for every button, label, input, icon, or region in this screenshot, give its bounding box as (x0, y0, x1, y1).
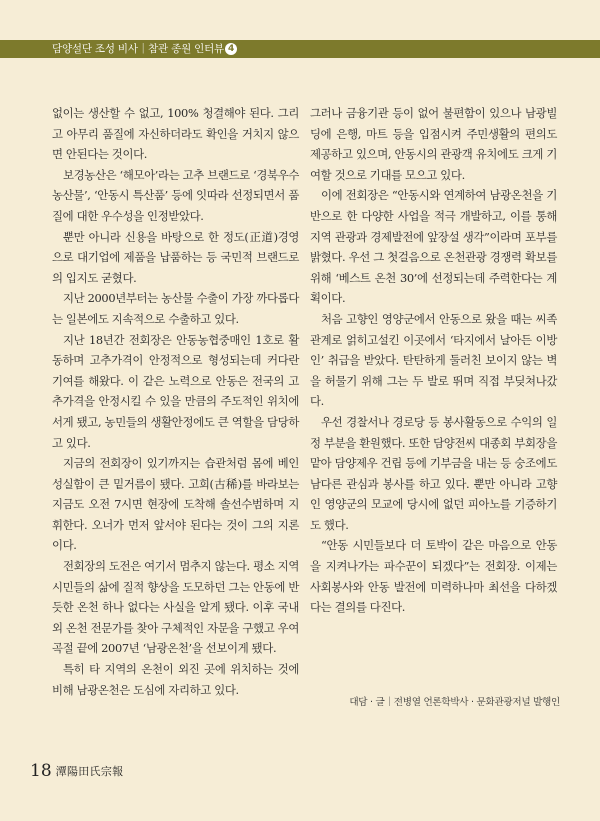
part-number-badge: 4 (225, 43, 237, 55)
paragraph: 지난 2000년부터는 농산물 수출이 가장 까다롭다는 일본에도 지속적으로 수출하고 있다. (52, 291, 299, 326)
paragraph: 없이는 생산할 수 없고, 100% 청결해야 된다. 그리고 아무리 품질에 자신하더라도 확인을 거치지 않으면 안된다는 것이다. (52, 106, 299, 162)
paragraph: 보경농산은 ‘해모아’라는 고추 브랜드로 ‘경북우수농산물’, ‘안동시 특산품’ 등에 잇따라 선정되면서 품질에 대한 우수성을 인정받았다. (52, 167, 299, 223)
running-header-title: 담양설단 조성 비사｜참관 종원 인터뷰 (52, 43, 224, 55)
paragraph: 지난 18년간 전회장은 안동농협중매인 1호로 활동하며 고추가격이 안정적으로 형성되는데 커다란 기여를 해왔다. 이 같은 노력으로 안동은 전국의 고추가격을 안정시킬 수 있을 만큼의 주도적인 위치에 서게 됐고, 농민들의 생활안정에도 큰 역할을 담당하고 있다. (52, 332, 299, 450)
paragraph: 그러나 금융기관 등이 없어 불편함이 있으나 남광빌딩에 은행, 마트 등을 입점시켜 주민생활의 편의도 제공하고 있으며, 안동시의 관광객 유치에도 크게 기여할 것으로 기대를 모으고 있다. (310, 106, 557, 182)
paragraph: 이에 전회장은 “안동시와 연계하여 남광온천을 기반으로 한 다양한 사업을 적극 개발하고, 이를 통해 지역 관광과 경제발전에 앞장설 생각”이라며 포부를 밝혔다. 우선 그 첫걸음으로 온천관광 경쟁력 확보를 위해 ‘베스트 온천 30’에 선정되는데 주력한다는 계획이다. (310, 188, 557, 306)
paragraph: “안동 시민들보다 더 토박이 같은 마음으로 안동을 지켜나가는 파수꾼이 되겠다”는 전회장. 이제는 사회봉사와 안동 발전에 미력하나마 최선을 다하겠다는 결의를 다진다. (310, 538, 557, 615)
right-column (310, 103, 557, 618)
publication-name: 潭陽田氏宗報 (55, 765, 124, 778)
paragraph: 뿐만 아니라 신용을 바탕으로 한 정도(正道)경영으로 대기업에 제품을 납품하는 등 국민적 브랜드로의 입지도 굳혔다. (52, 229, 299, 285)
byline: 대담 · 글｜전병열 언론학박사 · 문화관광저널 발행인 (349, 697, 560, 708)
paragraph: 우선 경찰서나 경로당 등 봉사활동으로 수익의 일정 부분을 환원했다. 또한 담양전씨 대종회 부회장을 맡아 담양제우 건립 등에 기부금을 내는 등 숭조에도 남다른 관심과 봉사를 하고 있다. 뿐만 아니라 고향인 영양군의 모교에 당시에 없던 피아노를 기증하기도 했다. (310, 414, 557, 532)
page-footer (30, 760, 123, 781)
paragraph: 특히 타 지역의 온천이 외진 곳에 위치하는 것에 비해 남광온천은 도심에 자리하고 있다. (52, 662, 299, 697)
left-column (52, 103, 299, 700)
page-number: 18 (30, 761, 52, 781)
running-header (52, 41, 237, 56)
paragraph: 전회장의 도전은 여기서 멈추지 않는다. 평소 지역시민들의 삶에 질적 향상을 도모하던 그는 안동에 반듯한 온천 하나 없다는 사실을 알게 됐다. 이후 국내외 온천 전문가를 찾아 구체적인 자문을 구했고 우여곡절 끝에 2007년 ‘남광온천’을 선보이게 됐다. (52, 559, 299, 656)
paragraph: 지금의 전회장이 있기까지는 습관처럼 몸에 베인 성실함이 큰 밑거름이 됐다. 고희(古稀)를 바라보는 지금도 오전 7시면 현장에 도착해 솔선수범하며 지휘한다. 오너가 먼저 앞서야 된다는 것이 그의 지론이다. (52, 456, 299, 553)
paragraph: 처음 고향인 영양군에서 안동으로 왔을 때는 씨족 관계로 얽히고설킨 이곳에서 ‘타지에서 날아든 이방인’ 취급을 받았다. 탄탄하게 둘러친 보이지 않는 벽을 허물기 위해 그는 두 발로 뛰며 직접 부딪쳐나갔다. (310, 311, 557, 409)
